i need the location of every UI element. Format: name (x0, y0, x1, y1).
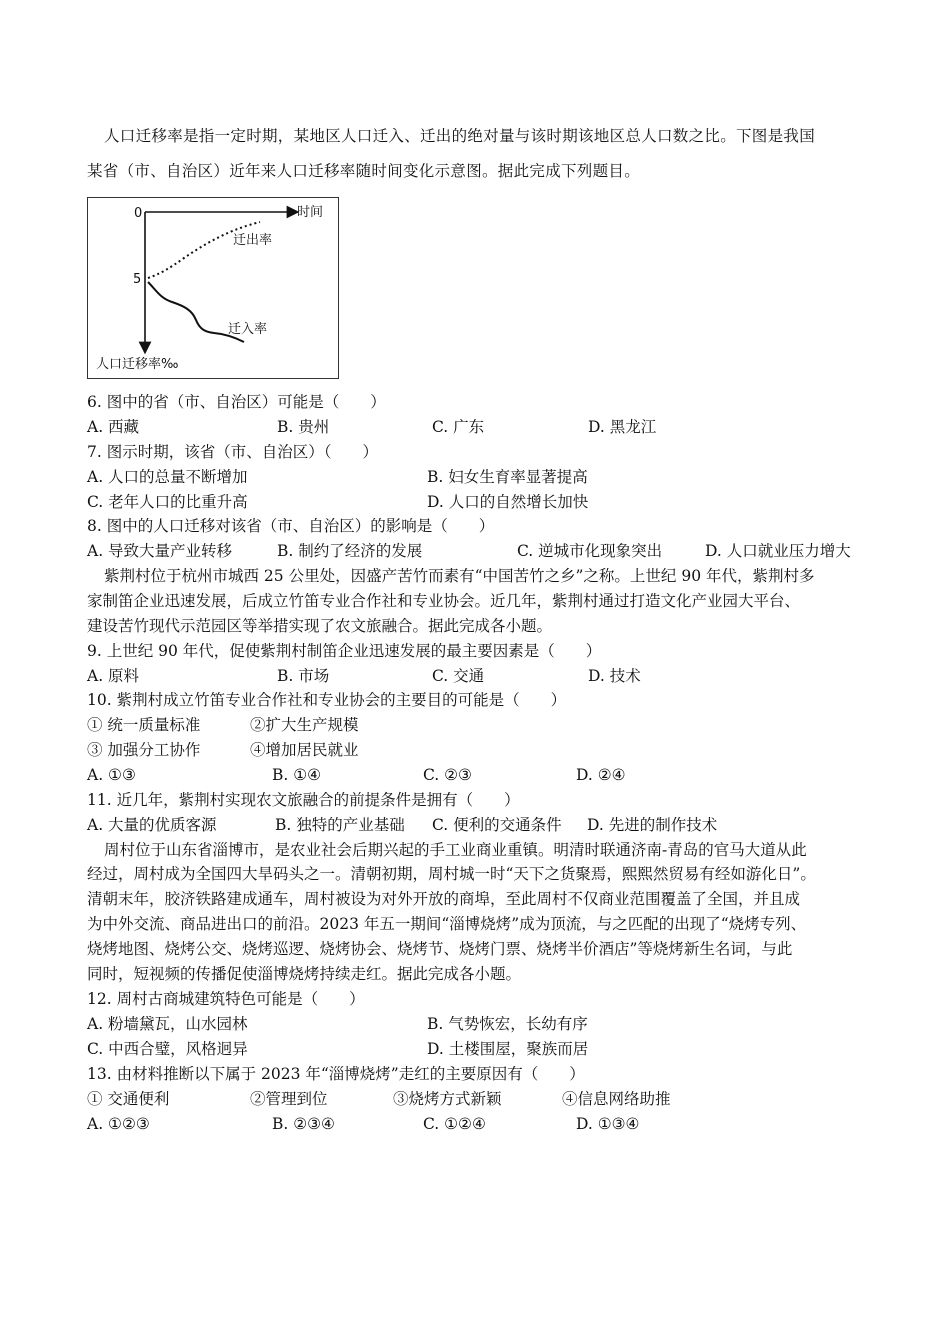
passage3-line1: 周村位于山东省淄博市，是农业社会后期兴起的手工业商业重镇。明清时联通济南-青岛的官马大道从此 (104, 841, 807, 859)
out-rate-label: 迁出率 (233, 233, 273, 248)
passage1-line1: 人口迁移率是指一定时期，某地区人口迁入、迁出的绝对量与该时期该地区总人口数之比。下图是我国 (104, 127, 816, 145)
passage3-line6: 同时，短视频的传播促使淄博烧烤持续走红。据此完成各小题。 (87, 965, 522, 983)
passage3-line3: 清朝末年，胶济铁路建成通车，周村被设为对外开放的商埠，至此周村不仅商业范围覆盖了全国，并且成 (87, 890, 801, 908)
passage3-line4: 为中外交流、商品进出口的前沿。2023 年五一期间“淄博烧烤”成为顶流，与之匹配的出现了“烧烤专列、 (87, 915, 807, 933)
q8-stem: 8. 图中的人口迁移对该省（市、自治区）的影响是（ ） (87, 517, 495, 535)
q11-option-c: C. 便利的交通条件 (432, 816, 562, 834)
q7-option-d: D. 人口的自然增长加快 (427, 493, 589, 511)
q10-statement-2: ②扩大生产规模 (250, 716, 359, 734)
q10-statement-1: ① 统一质量标准 (87, 716, 201, 734)
q11-option-b: B. 独特的产业基础 (275, 816, 405, 834)
passage1-line2: 某省（市、自治区）近年来人口迁移率随时间变化示意图。据此完成下列题目。 (87, 162, 641, 180)
q12-option-b: B. 气势恢宏，长幼有序 (427, 1015, 588, 1033)
q12-option-c: C. 中西合璧，风格迥异 (87, 1040, 248, 1058)
time-axis-label: 时间 (297, 205, 324, 220)
migration-rate-figure (87, 197, 339, 379)
q9-option-a: A. 原料 (87, 667, 140, 685)
q6-option-d: D. 黑龙江 (588, 418, 657, 436)
q12-stem: 12. 周村古商城建筑特色可能是（ ） (87, 990, 365, 1008)
q7-option-c: C. 老年人口的比重升高 (87, 493, 248, 511)
q9-option-c: C. 交通 (432, 667, 485, 685)
out-migration-curve (148, 222, 260, 278)
q12-option-a: A. 粉墙黛瓦，山水园林 (87, 1015, 248, 1033)
q7-stem: 7. 图示时期，该省（市、自治区）（ ） (87, 443, 378, 461)
q10-stem: 10. 紫荆村成立竹笛专业合作社和专业协会的主要目的可能是（ ） (87, 691, 567, 709)
q8-option-d: D. 人口就业压力增大 (705, 542, 851, 560)
q10-option-b: B. ①④ (272, 766, 322, 784)
q8-option-b: B. 制约了经济的发展 (277, 542, 423, 560)
q7-option-b: B. 妇女生育率显著提高 (427, 468, 588, 486)
passage2-line3: 建设苦竹现代示范园区等举措实现了农文旅融合。据此完成各小题。 (87, 617, 553, 635)
q11-option-a: A. 大量的优质客源 (87, 816, 217, 834)
q8-option-c: C. 逆城市化现象突出 (517, 542, 663, 560)
q6-option-a: A. 西藏 (87, 418, 140, 436)
q13-option-b: B. ②③④ (272, 1115, 335, 1133)
origin-label: 0 (134, 206, 143, 221)
q13-option-c: C. ①②④ (423, 1115, 486, 1133)
q8-option-a: A. 导致大量产业转移 (87, 542, 233, 560)
tick-label-5: 5 (133, 272, 142, 287)
q13-stem: 13. 由材料推断以下属于 2023 年“淄博烧烤”走红的主要原因有（ ） (87, 1065, 585, 1083)
q12-option-d: D. 土楼围屋，聚族而居 (427, 1040, 589, 1058)
q10-option-c: C. ②③ (423, 766, 472, 784)
in-rate-label: 迁入率 (228, 322, 268, 337)
passage2-line1: 紫荆村位于杭州市城西 25 公里处，因盛产苦竹而素有“中国苦竹之乡”之称。上世纪 90 年代，紫荆村多 (104, 567, 815, 585)
q13-statement-4: ④信息网络助推 (562, 1090, 671, 1108)
q6-stem: 6. 图中的省（市、自治区）可能是（ ） (87, 393, 386, 411)
q7-option-a: A. 人口的总量不断增加 (87, 468, 248, 486)
q13-statement-2: ②管理到位 (250, 1090, 328, 1108)
q6-option-c: C. 广东 (432, 418, 485, 436)
q9-stem: 9. 上世纪 90 年代，促使紫荆村制笛企业迅速发展的最主要因素是（ ） (87, 642, 602, 660)
q11-option-d: D. 先进的制作技术 (587, 816, 718, 834)
rate-axis-label: 人口迁移率‰ (96, 357, 179, 372)
q10-statement-3: ③ 加强分工协作 (87, 741, 201, 759)
q13-statement-1: ① 交通便利 (87, 1090, 170, 1108)
passage3-line5: 烧烤地图、烧烤公交、烧烤巡逻、烧烤协会、烧烤节、烧烤门票、烧烤半价酒店”等烧烤新生名词，与此 (87, 940, 793, 958)
q10-option-d: D. ②④ (576, 766, 626, 784)
q13-statement-3: ③烧烤方式新颖 (393, 1090, 502, 1108)
migration-rate-chart (88, 198, 340, 380)
q10-option-a: A. ①③ (87, 766, 136, 784)
passage2-line2: 家制笛企业迅速发展，后成立竹笛专业合作社和专业协会。近几年，紫荆村通过打造文化产业园大平台、 (87, 592, 801, 610)
q6-option-b: B. 贵州 (277, 418, 330, 436)
q10-statement-4: ④增加居民就业 (250, 741, 359, 759)
q9-option-d: D. 技术 (588, 667, 641, 685)
q13-option-a: A. ①②③ (87, 1115, 150, 1133)
q9-option-b: B. 市场 (277, 667, 330, 685)
passage3-line2: 经过，周村成为全国四大旱码头之一。清朝初期，周村城一时“天下之货聚焉，熙熙然贸易有经如游化日”。 (87, 865, 816, 883)
q13-option-d: D. ①③④ (576, 1115, 640, 1133)
q11-stem: 11. 近几年，紫荆村实现农文旅融合的前提条件是拥有（ ） (87, 791, 520, 809)
